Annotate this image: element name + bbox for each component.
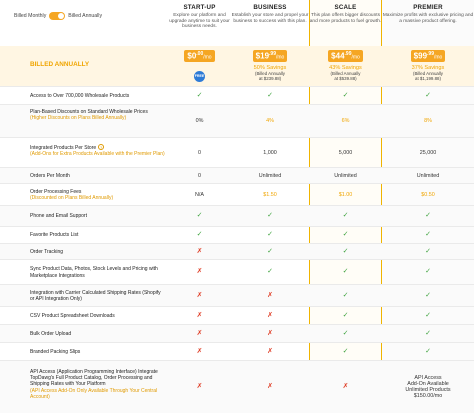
check-icon: ✓ xyxy=(425,91,431,99)
feature-name: Sync Product Data, Photos, Stock Levels and Pricing with Marketplace Integrations xyxy=(30,266,158,279)
feature-row xyxy=(0,324,474,342)
cross-icon: ✗ xyxy=(196,247,203,255)
check-icon: ✓ xyxy=(342,212,349,219)
feature-label xyxy=(30,144,165,157)
feature-name: Favorite Products List xyxy=(30,232,79,239)
feature-value: 0% xyxy=(195,118,204,124)
cross-icon: ✗ xyxy=(267,347,273,355)
plan-description: Explore our platform and upgrade anytime to suit your business needs. xyxy=(169,13,230,30)
plan-header-scale xyxy=(309,4,382,24)
check-icon: ✓ xyxy=(342,291,349,299)
feature-row xyxy=(0,167,474,183)
plan-name: BUSINESS xyxy=(253,4,287,11)
savings-text: 37% Savings xyxy=(411,65,445,71)
check-icon: ✓ xyxy=(425,212,431,219)
feature-value: $1.00 xyxy=(338,191,353,198)
feature-row xyxy=(0,183,474,205)
billing-switch[interactable] xyxy=(49,12,65,20)
cross-icon: ✗ xyxy=(267,383,273,390)
feature-row xyxy=(0,205,474,226)
feature-row xyxy=(0,137,474,167)
feature-value: 1,000 xyxy=(263,149,277,156)
feature-value: 6% xyxy=(341,118,350,124)
annual-note-line1: (Billed Annually xyxy=(330,71,361,76)
check-icon: ✓ xyxy=(342,91,349,99)
feature-row xyxy=(0,226,474,243)
feature-row xyxy=(0,259,474,284)
annual-note-line2: at $239.88) xyxy=(258,76,282,81)
price-main: $0 xyxy=(187,52,197,61)
feature-value: N/A xyxy=(195,191,204,198)
check-icon: ✓ xyxy=(425,347,431,355)
feature-value: 4% xyxy=(266,118,274,124)
check-icon: ✓ xyxy=(267,268,273,275)
feature-label xyxy=(30,213,165,219)
free-badge: FREE xyxy=(194,71,205,82)
feature-value: 0 xyxy=(198,172,201,179)
api-line2: Add-On Available xyxy=(407,380,449,387)
feature-row xyxy=(0,104,474,137)
check-icon: ✓ xyxy=(342,268,349,275)
plan-name: PREMIER xyxy=(413,4,443,11)
cross-icon: ✗ xyxy=(196,311,203,319)
feature-row xyxy=(0,342,474,360)
feature-label xyxy=(30,93,165,99)
annual-note-line2: at $1,199.88) xyxy=(415,76,441,81)
feature-value: Unlimited xyxy=(416,172,440,179)
annual-billing-note xyxy=(231,71,309,81)
price-cents: .99 xyxy=(344,51,352,58)
cross-icon: ✗ xyxy=(196,347,203,355)
feature-row xyxy=(0,86,474,104)
cross-icon: ✗ xyxy=(196,329,203,337)
annual-billing-note xyxy=(382,71,474,81)
cross-icon: ✗ xyxy=(196,268,203,275)
plan-description: This plan offers bigger discounts and more products to fuel growth. xyxy=(309,13,382,24)
feature-label xyxy=(30,266,165,278)
price-badge xyxy=(184,50,214,62)
billing-toggle xyxy=(14,12,102,20)
feature-note: (API Access Add-On Only Available Through Your Central Account) xyxy=(30,387,158,400)
annual-note-line1: (Billed Annually xyxy=(254,71,286,76)
feature-label xyxy=(30,349,165,355)
switch-knob xyxy=(58,13,64,19)
check-icon: ✓ xyxy=(342,311,349,319)
annual-note-line1: (Billed Annually xyxy=(412,71,444,76)
cross-icon: ✗ xyxy=(267,311,273,319)
feature-name: Access to Over 700,000 Wholesale Products xyxy=(30,92,130,99)
feature-label xyxy=(30,249,165,255)
cross-icon: ✗ xyxy=(196,291,203,299)
savings-text: 43% Savings xyxy=(329,65,362,71)
price-badge xyxy=(411,50,446,62)
cross-icon: ✗ xyxy=(267,329,273,337)
plan-header-premier xyxy=(382,4,474,24)
feature-note: (Add-Ons for Extra Products Available with the Premier Plan) xyxy=(30,150,165,157)
feature-note: (Higher Discounts on Plans Billed Annually) xyxy=(30,115,127,122)
price-period: /mo xyxy=(275,55,285,61)
plan-header-business xyxy=(231,4,309,24)
feature-label xyxy=(30,313,165,319)
annual-note-line2: at $539.88) xyxy=(334,76,357,81)
check-icon: ✓ xyxy=(425,291,431,299)
feature-name: Branded Packing Slips xyxy=(30,348,81,355)
check-icon: ✓ xyxy=(425,311,431,319)
feature-note: (Discounted on Plans Billed Annually) xyxy=(30,195,114,201)
feature-value: 25,000 xyxy=(419,149,437,156)
feature-value: 0 xyxy=(198,149,201,156)
feature-name: Plan-Based Discounts on Standard Wholesale Prices xyxy=(30,109,148,116)
price-cents: .99 xyxy=(269,51,276,58)
check-icon: ✓ xyxy=(267,212,273,219)
api-line1: API Access xyxy=(414,374,442,381)
feature-name: Phone and Email Support xyxy=(30,213,87,220)
price-cell xyxy=(309,46,382,86)
check-icon: ✓ xyxy=(196,91,203,99)
price-cell xyxy=(168,46,231,86)
feature-row xyxy=(0,284,474,306)
check-icon: ✓ xyxy=(342,247,349,255)
api-access-cell xyxy=(382,375,474,400)
feature-label xyxy=(30,290,165,302)
price-main: $44 xyxy=(331,52,345,61)
price-cents: .99 xyxy=(427,51,434,58)
plan-name: START-UP xyxy=(183,4,216,11)
price-main: $19 xyxy=(255,52,270,61)
plan-description: Maximize profits with exclusive pricing and a massive product offering. xyxy=(382,13,474,24)
feature-name: Orders Per Month xyxy=(30,172,70,179)
check-icon: ✓ xyxy=(425,268,431,275)
cross-icon: ✗ xyxy=(267,291,273,299)
feature-label xyxy=(30,109,165,121)
feature-label xyxy=(30,189,165,201)
check-icon: ✓ xyxy=(196,231,203,238)
cross-icon: ✗ xyxy=(342,383,349,390)
plan-description: Establish your store and propel your business to success with this plan. xyxy=(231,13,309,24)
price-period: /mo xyxy=(433,55,443,61)
feature-value: 5,000 xyxy=(338,149,353,156)
check-icon: ✓ xyxy=(267,231,273,238)
plan-header-start-up xyxy=(168,4,231,30)
feature-label xyxy=(30,232,165,238)
price-period: /mo xyxy=(351,55,360,61)
feature-name: Bulk Order Upload xyxy=(30,330,72,337)
plan-name: SCALE xyxy=(334,4,357,11)
feature-name: CSV Product Spreadsheet Downloads xyxy=(30,312,115,319)
check-icon: ✓ xyxy=(267,247,273,255)
price-period: /mo xyxy=(203,55,212,61)
feature-value: $0.50 xyxy=(421,191,435,198)
feature-name: API Access (Application Programming Interface) Integrate TopDawg's Full Product Catalog, Order Processing and Shipping Rates with Your Platform xyxy=(30,368,158,388)
price-cell xyxy=(231,46,309,86)
billed-monthly-label[interactable]: Billed Monthly xyxy=(14,13,47,19)
savings-text: 50% Savings xyxy=(253,65,287,71)
check-icon: ✓ xyxy=(425,231,431,238)
check-icon: ✓ xyxy=(342,231,349,238)
check-icon: ✓ xyxy=(425,329,431,337)
feature-value: Unlimited xyxy=(258,172,282,179)
api-line3: Unlimited Products xyxy=(405,386,451,393)
feature-row xyxy=(0,243,474,259)
feature-value: $1.50 xyxy=(263,191,277,198)
feature-value: Unlimited xyxy=(334,172,357,179)
billed-annually-label: BILLED ANNUALLY xyxy=(30,61,90,68)
feature-row xyxy=(0,306,474,324)
price-badge xyxy=(253,50,288,62)
check-icon: ✓ xyxy=(425,247,431,255)
feature-name: Integration with Carrier Calculated Shipping Rates (Shopify or API Integration Only) xyxy=(30,289,161,302)
feature-label xyxy=(30,331,165,337)
price-cents: .00 xyxy=(196,51,204,58)
price-cell xyxy=(382,46,474,86)
billed-annually-label[interactable]: Billed Annually xyxy=(68,13,103,19)
cross-icon: ✗ xyxy=(196,383,203,390)
annual-billing-note xyxy=(309,71,382,81)
feature-value: 8% xyxy=(424,118,432,124)
feature-row xyxy=(0,360,474,413)
check-icon: ✓ xyxy=(196,212,203,219)
info-icon[interactable]: ? xyxy=(100,144,103,150)
check-icon: ✓ xyxy=(342,347,349,355)
feature-name: Order Tracking xyxy=(30,248,64,255)
feature-name: Integrated Products Per Store xyxy=(30,144,97,151)
check-icon: ✓ xyxy=(342,329,349,337)
price-badge xyxy=(328,50,363,62)
price-main: $99 xyxy=(413,52,428,61)
api-line4: $150.00/mo xyxy=(413,393,443,400)
feature-name: Order Processing Fees xyxy=(30,188,82,195)
feature-label xyxy=(30,173,165,179)
feature-label xyxy=(30,369,165,400)
check-icon: ✓ xyxy=(267,91,273,99)
